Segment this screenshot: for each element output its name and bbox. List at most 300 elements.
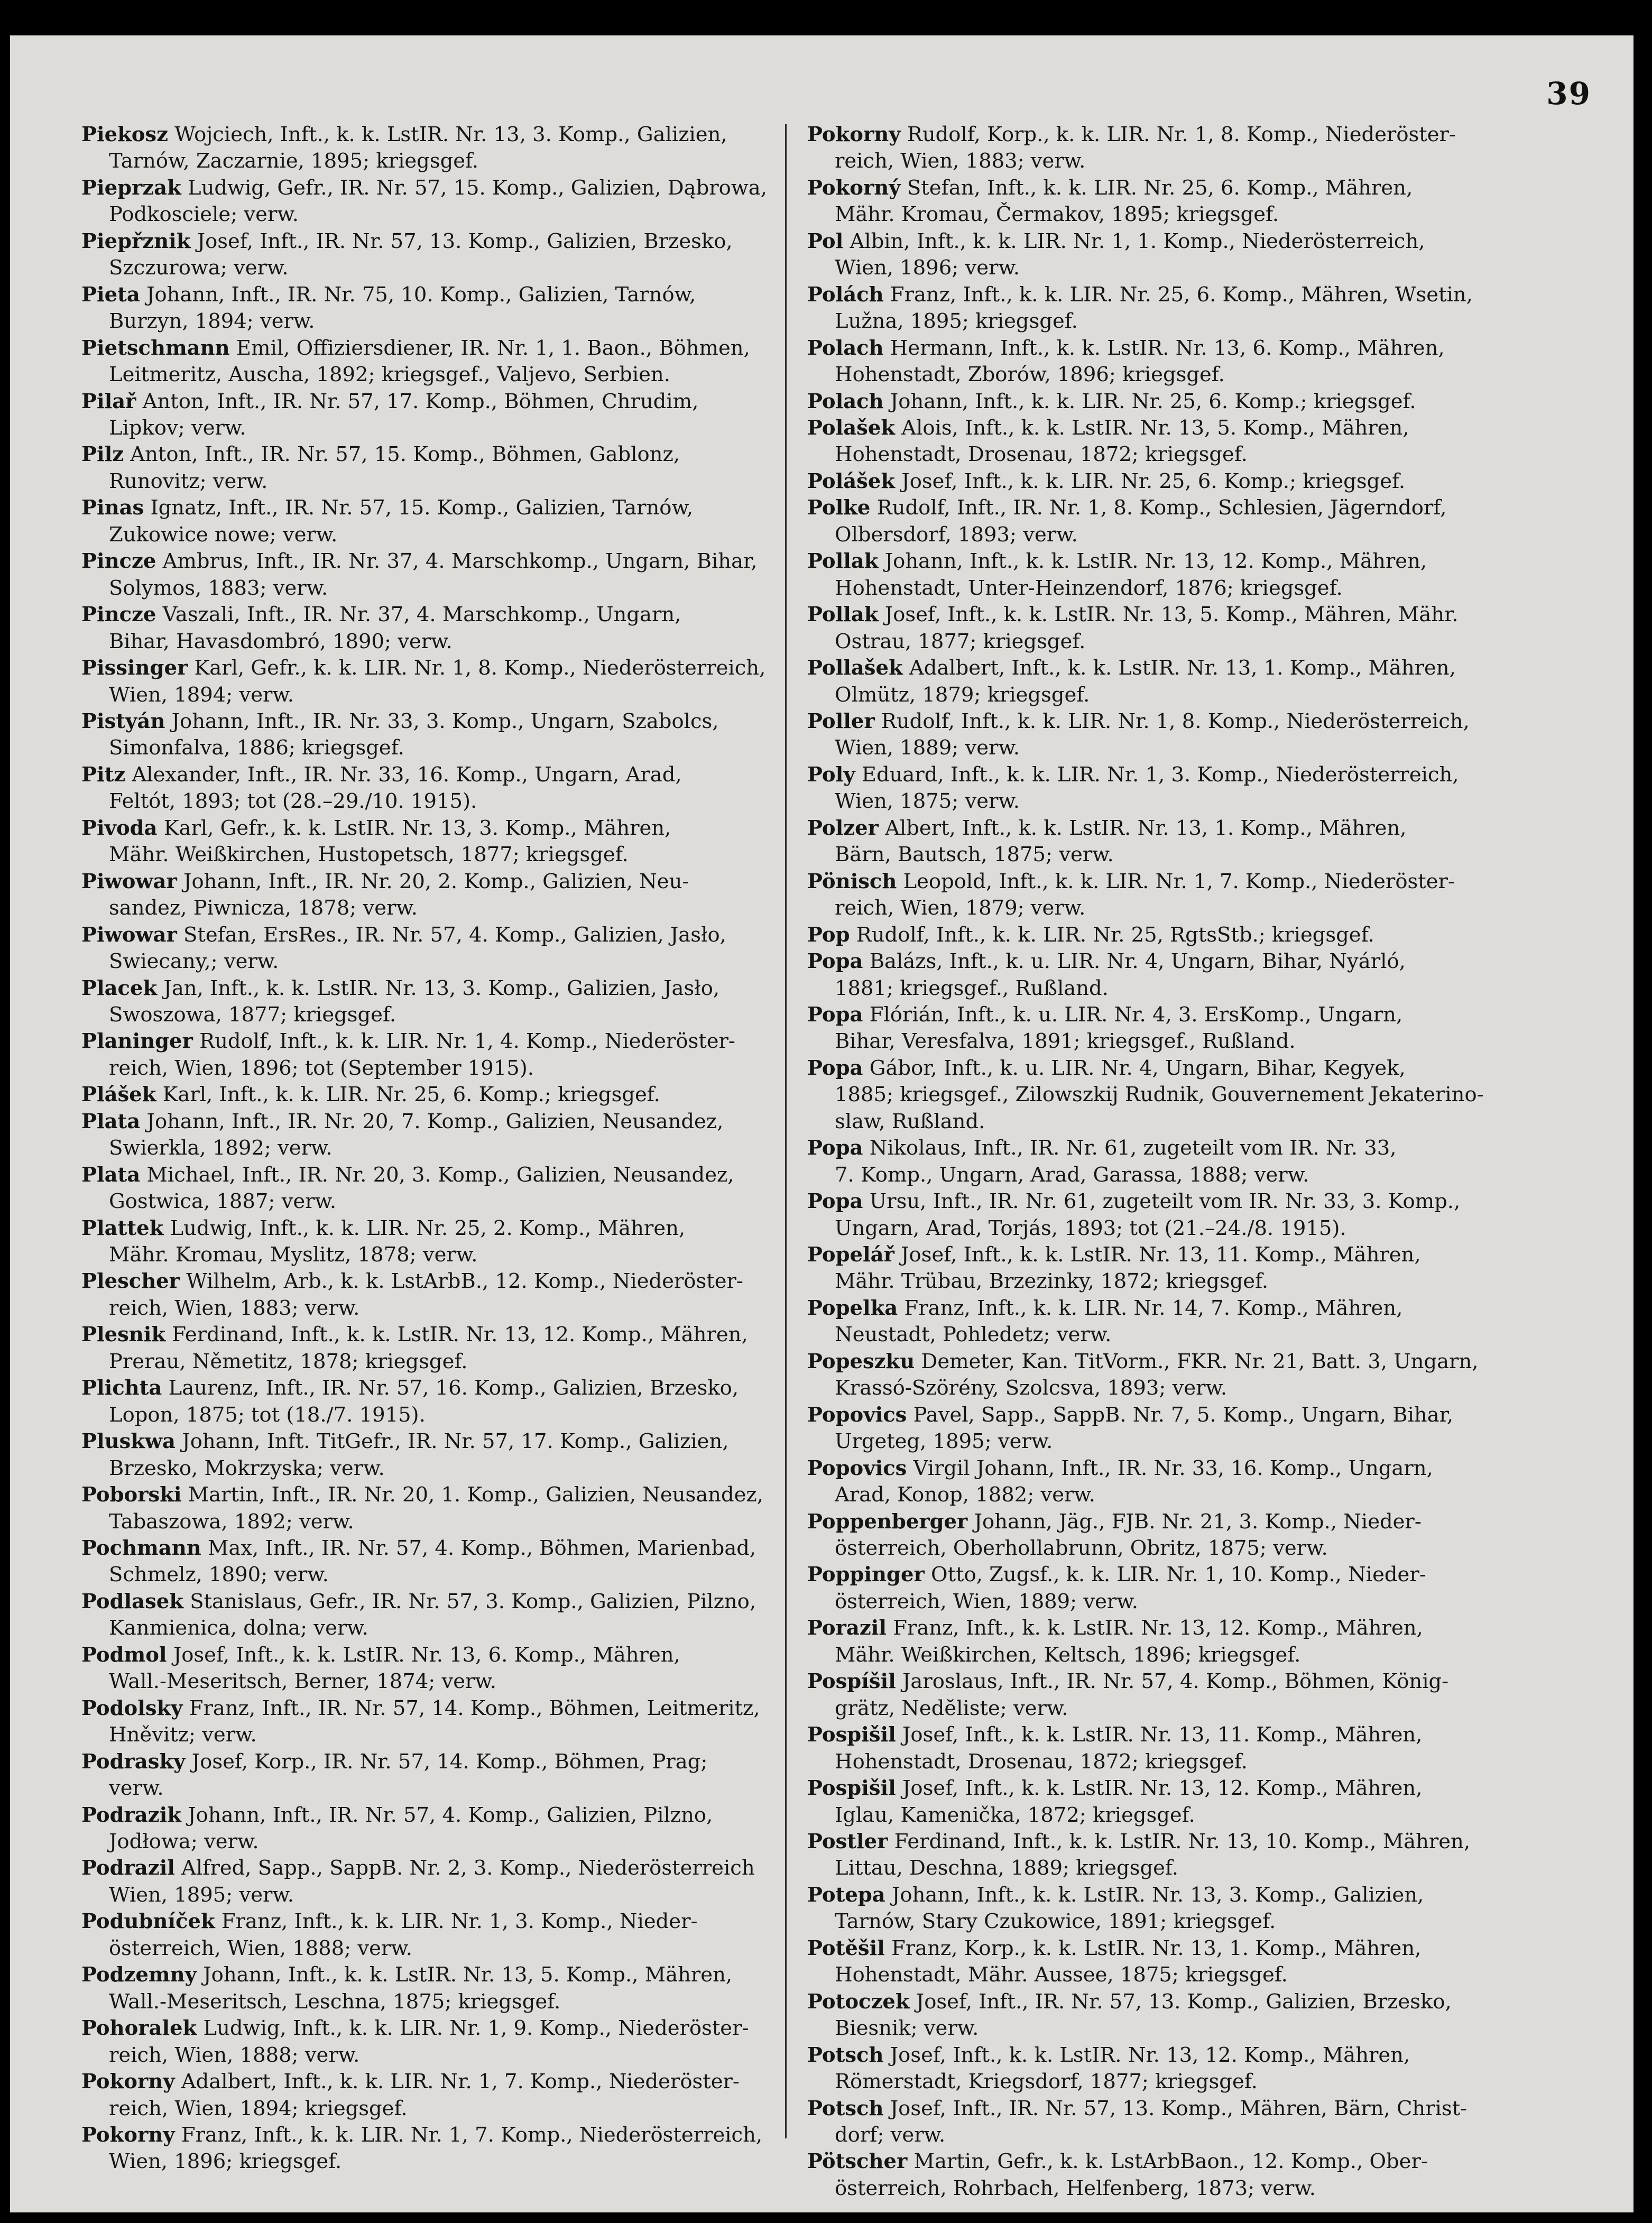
entry-text: Alfred, Sapp., SappB. Nr. 2, 3. Komp., Niederösterreich <box>181 1856 755 1880</box>
entry-surname: Plata <box>81 1163 141 1187</box>
entry <box>807 1829 1494 1882</box>
entry <box>81 1749 769 1802</box>
entry-surname: Pietschmann <box>81 336 230 360</box>
entry <box>81 389 769 442</box>
entry-first-line <box>807 1402 1494 1428</box>
entry-text: reich, Wien, 1896; tot (September 1915). <box>109 1056 534 1080</box>
entry-text: Lipkov; verw. <box>109 416 246 440</box>
entry-surname: Podrazik <box>81 1803 181 1827</box>
entry-first-line <box>81 762 769 788</box>
entry-surname: Popa <box>807 1056 863 1080</box>
entry-text: Hohenstadt, Drosenau, 1872; kriegsgef. <box>835 442 1248 467</box>
entry-text: Lužna, 1895; kriegsgef. <box>835 309 1078 334</box>
entry-text: Gábor, Inft., k. u. LIR. Nr. 4, Ungarn, Bihar, Kegyek, <box>869 1056 1406 1080</box>
entry-surname: Popa <box>807 1136 863 1160</box>
entry-text: Ostrau, 1877; kriegsgef. <box>835 629 1086 653</box>
entry-text: österreich, Rohrbach, Helfenberg, 1873; verw. <box>835 2176 1316 2200</box>
entry <box>807 122 1494 175</box>
entry-text: Albin, Inft., k. k. LIR. Nr. 1, 1. Komp., Niederösterreich, <box>850 229 1425 253</box>
entry-surname: Polách <box>807 282 884 307</box>
entry-text: Wien, 1894; verw. <box>109 682 294 707</box>
entry-text: Josef, Inft., IR. Nr. 57, 13. Komp., Galizien, Brzesko, <box>916 1989 1452 2014</box>
entry-surname: Pincze <box>81 603 156 627</box>
entry-surname: Pokorny <box>807 123 901 146</box>
entry-text: Hohenstadt, Mähr. Aussee, 1875; kriegsgef. <box>835 1963 1288 1987</box>
entry-surname: Pohoralek <box>81 2016 197 2041</box>
entry-text: Flórián, Inft., k. u. LIR. Nr. 4, 3. ErsKomp., Ungarn, <box>869 1002 1403 1027</box>
entry-text: Tarnów, Stary Czukowice, 1891; kriegsgef. <box>835 1910 1276 1934</box>
entry-surname: Pospišil <box>807 1776 896 1801</box>
entry-surname: Potsch <box>807 2096 884 2120</box>
entry-first-line <box>807 1722 1494 1748</box>
entry-continuation-line <box>81 842 769 868</box>
entry-text: reich, Wien, 1883; verw. <box>835 149 1086 173</box>
entry <box>81 1162 769 1215</box>
entry-text: Josef, Inft., IR. Nr. 57, 13. Komp., Mähren, Bärn, Christ- <box>890 2096 1468 2120</box>
entry-continuation-line <box>81 1509 769 1535</box>
entry-text: Karl, Inft., k. k. LIR. Nr. 25, 6. Komp.; kriegsgef. <box>162 1083 660 1107</box>
entry-continuation-line <box>81 1455 769 1482</box>
entry-surname: Podrasky <box>81 1749 186 1774</box>
entry-surname: Potoczek <box>807 1989 910 2014</box>
entry-surname: Pluskwa <box>81 1429 176 1454</box>
entry-text: Anton, Inft., IR. Nr. 57, 17. Komp., Böhmen, Chrudim, <box>142 389 699 413</box>
entry-text: Pavel, Sapp., SappB. Nr. 7, 5. Komp., Ungarn, Bihar, <box>913 1403 1454 1427</box>
entry-text: Littau, Deschna, 1889; kriegsgef. <box>835 1856 1179 1880</box>
entry-text: Zukowice nowe; verw. <box>109 522 338 547</box>
entry-continuation-line <box>807 2122 1494 2148</box>
entry-text: Iglau, Kamenička, 1872; kriegsgef. <box>835 1803 1195 1827</box>
entry-first-line <box>81 122 769 148</box>
entry <box>81 922 769 975</box>
entry-continuation-line <box>807 1749 1494 1775</box>
entry-text: Rudolf, Inft., k. k. LIR. Nr. 1, 4. Komp., Niederöster- <box>199 1029 735 1054</box>
entry-text: Mähr. Weißkirchen, Hustopetsch, 1877; kriegsgef. <box>109 843 629 867</box>
entry <box>81 441 769 495</box>
entry-first-line <box>807 1295 1494 1322</box>
entry-first-line <box>81 1322 769 1348</box>
entry-text: reich, Wien, 1888; verw. <box>109 2043 360 2067</box>
entry-text: sandez, Piwnicza, 1878; verw. <box>109 896 418 920</box>
entry-text: Eduard, Inft., k. k. LIR. Nr. 1, 3. Komp., Niederösterreich, <box>861 762 1459 787</box>
entry-text: Karl, Gefr., k. k. LstIR. Nr. 13, 3. Komp., Mähren, <box>163 816 671 840</box>
entry <box>81 228 769 282</box>
entry <box>81 1802 769 1856</box>
entry-first-line <box>807 122 1494 148</box>
entry-text: Josef, Inft., k. k. LIR. Nr. 25, 6. Komp.; kriegsgef. <box>901 469 1406 493</box>
entry-first-line <box>81 1428 769 1455</box>
entry-continuation-line <box>807 1162 1494 1188</box>
entry-continuation-line <box>81 895 769 921</box>
entry <box>807 1295 1494 1349</box>
entry-text: Wien, 1895; verw. <box>109 1883 294 1907</box>
entry-text: Ferdinand, Inft., k. k. LstIR. Nr. 13, 10. Komp., Mähren, <box>894 1830 1471 1853</box>
entry-surname: Popelka <box>807 1296 898 1320</box>
entry-text: grätz, Nedĕliste; verw. <box>835 1696 1068 1720</box>
entry-first-line <box>807 468 1494 495</box>
entry-text: Rudolf, Inft., IR. Nr. 1, 8. Komp., Schlesien, Jägerndorf, <box>876 496 1447 520</box>
entry-continuation-line <box>807 842 1494 868</box>
entry-surname: Pilař <box>81 389 136 413</box>
entry-continuation-line <box>81 1295 769 1322</box>
entry-surname: Pollašek <box>807 656 903 680</box>
entry-text: Adalbert, Inft., k. k. LstIR. Nr. 13, 1. Komp., Mähren, <box>909 656 1456 680</box>
entry-surname: Polke <box>807 496 871 520</box>
entry-continuation-line <box>81 1935 769 1962</box>
entry-first-line <box>807 708 1494 735</box>
entry <box>81 1028 769 1082</box>
entry-first-line <box>807 548 1494 575</box>
entry-first-line <box>807 762 1494 788</box>
entry-first-line <box>81 1028 769 1055</box>
entry-first-line <box>807 1668 1494 1695</box>
entry-first-line <box>81 1962 769 1988</box>
entry-first-line <box>81 1908 769 1935</box>
entry-first-line <box>807 1135 1494 1161</box>
entry <box>807 548 1494 602</box>
entry-first-line <box>81 2015 769 2042</box>
entry-text: Bärn, Bautsch, 1875; verw. <box>835 843 1114 867</box>
entry-text: Mähr. Kromau, Čermakov, 1895; kriegsgef. <box>835 202 1279 227</box>
entry <box>807 1989 1494 2042</box>
entry-surname: Piwowar <box>81 869 177 893</box>
entry-text: Josef, Inft., k. k. LstIR. Nr. 13, 12. Komp., Mähren, <box>890 2043 1410 2067</box>
entry-text: Emil, Offiziersdiener, IR. Nr. 1, 1. Baon., Böhmen, <box>236 336 750 360</box>
entry <box>81 1642 769 1695</box>
entry <box>807 1509 1494 1562</box>
entry-surname: Pochmann <box>81 1536 201 1561</box>
entry-continuation-line <box>81 1882 769 1908</box>
entry-surname: Popovics <box>807 1403 907 1427</box>
entry-text: Olmütz, 1879; kriegsgef. <box>835 682 1090 707</box>
entry-first-line <box>807 1775 1494 1802</box>
entry-text: Neustadt, Pohledetz; verw. <box>835 1323 1112 1347</box>
entry-continuation-line <box>807 895 1494 921</box>
entry-text: Ignatz, Inft., IR. Nr. 57, 15. Komp., Galizien, Tarnów, <box>150 496 694 520</box>
entry-continuation-line <box>81 2042 769 2069</box>
entry-text: Hohenstadt, Zborów, 1896; kriegsgef. <box>835 363 1225 387</box>
entry <box>807 1055 1494 1135</box>
entry-continuation-line <box>81 1562 769 1588</box>
entry-surname: Pospišil <box>807 1723 896 1747</box>
entry-continuation-line <box>807 1028 1494 1055</box>
entry-first-line <box>807 1002 1494 1028</box>
entry-surname: Potepa <box>807 1883 885 1907</box>
entry <box>81 2015 769 2069</box>
entry <box>81 1109 769 1162</box>
entry-surname: Piepřznik <box>81 229 191 253</box>
entry-text: Ludwig, Inft., k. k. LIR. Nr. 25, 2. Komp., Mähren, <box>170 1216 686 1240</box>
entry <box>81 1082 769 1108</box>
entry-text: österreich, Wien, 1888; verw. <box>109 1936 412 1960</box>
entry-continuation-line <box>807 201 1494 228</box>
entry-first-line <box>807 175 1494 201</box>
entry <box>807 1882 1494 1935</box>
entry-text: österreich, Wien, 1889; verw. <box>835 1589 1138 1613</box>
entry-text: Gostwica, 1887; verw. <box>109 1189 337 1214</box>
entry-text: slaw, Rußland. <box>835 1109 985 1133</box>
entry-text: Rudolf, Korp., k. k. LIR. Nr. 1, 8. Komp., Niederöster- <box>907 123 1456 146</box>
entry <box>81 335 769 389</box>
entry-continuation-line <box>81 522 769 548</box>
entry-surname: Plichta <box>81 1376 162 1400</box>
entry-text: Virgil Johann, Inft., IR. Nr. 33, 16. Komp., Ungarn, <box>913 1456 1433 1480</box>
entry-text: Swoszowa, 1877; kriegsgef. <box>109 1002 396 1027</box>
entry-first-line <box>81 815 769 842</box>
entry <box>807 282 1494 335</box>
entry-first-line <box>81 1082 769 1108</box>
entry-text: Mähr. Kromau, Myslitz, 1878; verw. <box>109 1243 478 1267</box>
entry-continuation-line <box>807 1375 1494 1401</box>
entry-text: Stefan, ErsRes., IR. Nr. 57, 4. Komp., Galizien, Jasło, <box>183 923 726 947</box>
entry-first-line <box>81 1749 769 1775</box>
entry <box>807 1668 1494 1722</box>
entry-first-line <box>807 495 1494 521</box>
entry-text: Mähr. Weißkirchen, Keltsch, 1896; kriegsgef. <box>835 1643 1301 1667</box>
entry-surname: Podzemny <box>81 1963 197 1987</box>
entry-first-line <box>81 922 769 948</box>
entry-text: Olbersdorf, 1893; verw. <box>835 522 1078 547</box>
entry-text: 1881; kriegsgef., Rußland. <box>835 976 1109 1000</box>
entry-continuation-line <box>807 148 1494 174</box>
entry-text: Schmelz, 1890; verw. <box>109 1563 329 1587</box>
entry-first-line <box>81 655 769 681</box>
entry-surname: Postler <box>807 1830 888 1853</box>
entry <box>807 1455 1494 1509</box>
entry <box>807 335 1494 389</box>
entry <box>807 708 1494 762</box>
entry-text: Nikolaus, Inft., IR. Nr. 61, zugeteilt vom IR. Nr. 33, <box>869 1136 1397 1160</box>
entry-first-line <box>807 948 1494 975</box>
entry <box>81 1962 769 2015</box>
entry-continuation-line <box>81 1188 769 1215</box>
entry-surname: Placek <box>81 976 158 1000</box>
entry-text: Swierkla, 1892; verw. <box>109 1136 333 1160</box>
entry-first-line <box>807 1989 1494 2015</box>
entry <box>807 2148 1494 2202</box>
entry <box>81 708 769 762</box>
entry-first-line <box>81 708 769 735</box>
document-page <box>10 35 1633 2212</box>
entry-surname: Planinger <box>81 1029 193 1054</box>
entry-continuation-line <box>81 735 769 761</box>
entry-continuation-line <box>81 629 769 655</box>
entry-first-line <box>81 1589 769 1615</box>
entry-continuation-line <box>81 2148 769 2175</box>
entry-text: Otto, Zugsf., k. k. LIR. Nr. 1, 10. Komp., Nieder- <box>931 1563 1426 1587</box>
entry-text: Johann, Inft. TitGefr., IR. Nr. 57, 17. Komp., Galizien, <box>182 1429 729 1454</box>
entry-first-line <box>807 1509 1494 1535</box>
entry-text: Römerstadt, Kriegsdorf, 1877; kriegsgef. <box>835 2070 1258 2094</box>
entry-text: Demeter, Kan. TitVorm., FKR. Nr. 21, Batt. 3, Ungarn, <box>921 1349 1479 1373</box>
entry-text: Franz, Korp., k. k. LstIR. Nr. 13, 1. Komp., Mähren, <box>891 1936 1422 1960</box>
entry-surname: Pissinger <box>81 656 188 680</box>
entry-text: Martin, Inft., IR. Nr. 20, 1. Komp., Galizien, Neusandez, <box>188 1483 763 1507</box>
entry <box>81 869 769 922</box>
entry-text: Jodłowa; verw. <box>109 1830 259 1853</box>
entry-first-line <box>81 1162 769 1188</box>
entry-text: Prerau, Němetitz, 1878; kriegsgef. <box>109 1349 468 1373</box>
entry-continuation-line <box>81 148 769 174</box>
entry-first-line <box>807 1349 1494 1375</box>
entry-continuation-line <box>81 682 769 708</box>
entry-continuation-line <box>81 308 769 335</box>
entry <box>81 1268 769 1322</box>
entry-first-line <box>81 1855 769 1881</box>
entry-first-line <box>81 1802 769 1829</box>
entry-surname: Plescher <box>81 1269 180 1294</box>
entry-first-line <box>81 1482 769 1508</box>
entry-text: Albert, Inft., k. k. LstIR. Nr. 13, 1. Komp., Mähren, <box>885 816 1407 840</box>
entry-text: Tabaszowa, 1892; verw. <box>109 1509 354 1534</box>
entry-text: Leitmeritz, Auscha, 1892; kriegsgef., Valjevo, Serbien. <box>109 363 670 387</box>
entry-first-line <box>807 1242 1494 1268</box>
entry-continuation-line <box>81 2096 769 2122</box>
entry-surname: Potěšil <box>807 1936 885 1960</box>
entry-surname: Pistyán <box>81 709 165 733</box>
entry-first-line <box>81 175 769 201</box>
entry-continuation-line <box>81 1402 769 1428</box>
entry-surname: Pokorný <box>807 176 901 200</box>
entry-continuation-line <box>807 1109 1494 1135</box>
entry-first-line <box>807 922 1494 948</box>
entry-text: Runovitz; verw. <box>109 469 268 493</box>
entry-surname: Pitz <box>81 762 126 787</box>
entry-text: Rudolf, Inft., k. k. LIR. Nr. 1, 8. Komp., Niederösterreich, <box>881 709 1470 733</box>
entry-text: reich, Wien, 1879; verw. <box>835 896 1086 920</box>
entry-continuation-line <box>807 362 1494 388</box>
entry <box>807 1135 1494 1188</box>
entry-text: Krassó-Szörény, Szolcsva, 1893; verw. <box>835 1376 1228 1400</box>
entry-continuation-line <box>81 1829 769 1855</box>
entry-text: Urgeteg, 1895; verw. <box>835 1429 1053 1454</box>
entry <box>807 389 1494 415</box>
entry-surname: Popovics <box>807 1456 907 1480</box>
entry-surname: Plesnik <box>81 1323 166 1347</box>
entry-first-line <box>807 2148 1494 2175</box>
entry <box>807 815 1494 869</box>
entry-continuation-line <box>807 1695 1494 1722</box>
entry-text: Bihar, Veresfalva, 1891; kriegsgef., Rußland. <box>835 1029 1296 1054</box>
entry-text: Wien, 1889; verw. <box>835 736 1020 760</box>
entry-continuation-line <box>81 415 769 441</box>
entry <box>807 869 1494 922</box>
entry-first-line <box>81 2069 769 2095</box>
entry-first-line <box>807 815 1494 842</box>
entry <box>81 2122 769 2175</box>
entry-text: Ungarn, Arad, Torjás, 1893; tot (21.–24./8. 1915). <box>835 1216 1346 1240</box>
entry-text: Johann, Inft., IR. Nr. 75, 10. Komp., Galizien, Tarnów, <box>146 282 696 307</box>
entry-text: Franz, Inft., k. k. LIR. Nr. 1, 3. Komp., Nieder- <box>221 1910 698 1934</box>
entry-text: Ludwig, Inft., k. k. LIR. Nr. 1, 9. Komp., Niederöster- <box>203 2016 749 2041</box>
entry-first-line <box>81 389 769 415</box>
entry-continuation-line <box>807 1535 1494 1562</box>
entry-surname: Pinas <box>81 496 144 520</box>
entry-continuation-line <box>807 1908 1494 1935</box>
entry-surname: Popa <box>807 1002 863 1027</box>
entry-text: 1885; kriegsgef., Zilowszkij Rudnik, Gouvernement Jekaterino- <box>835 1083 1484 1107</box>
entry <box>807 922 1494 948</box>
entry-surname: Pop <box>807 923 850 947</box>
entry-surname: Popeszku <box>807 1349 915 1373</box>
entry-continuation-line <box>807 1268 1494 1295</box>
entry-continuation-line <box>807 975 1494 1002</box>
entry-continuation-line <box>807 1855 1494 1881</box>
entry-text: Franz, Inft., k. k. LIR. Nr. 25, 6. Komp., Mähren, Wsetin, <box>890 282 1473 307</box>
entry-first-line <box>81 869 769 895</box>
entry-surname: Piwowar <box>81 923 177 947</box>
entry-continuation-line <box>807 1802 1494 1829</box>
entry-continuation-line <box>81 1055 769 1082</box>
entry <box>807 1562 1494 1615</box>
entry <box>81 815 769 869</box>
entry-continuation-line <box>807 1428 1494 1455</box>
entry-text: Leopold, Inft., k. k. LIR. Nr. 1, 7. Komp., Niederöster- <box>903 869 1455 893</box>
entry-continuation-line <box>807 575 1494 602</box>
entry-text: Michael, Inft., IR. Nr. 20, 3. Komp., Galizien, Neusandez, <box>146 1163 734 1187</box>
entry <box>807 948 1494 1002</box>
entry-text: Ursu, Inft., IR. Nr. 61, zugeteilt vom IR. Nr. 33, 3. Komp., <box>869 1189 1461 1214</box>
entry-text: Wall.-Meseritsch, Leschna, 1875; kriegsgef. <box>109 1989 561 2014</box>
entry-continuation-line <box>807 441 1494 468</box>
entry <box>81 1695 769 1749</box>
entry-text: Arad, Konop, 1882; verw. <box>835 1483 1096 1507</box>
entry-first-line <box>807 2042 1494 2069</box>
entry <box>807 1615 1494 1668</box>
entry-continuation-line <box>807 788 1494 815</box>
entry-continuation-line <box>81 468 769 495</box>
entry-surname: Polášek <box>807 469 896 493</box>
entry-surname: Porazil <box>807 1616 887 1640</box>
entry-continuation-line <box>81 362 769 388</box>
entry-continuation-line <box>81 1775 769 1802</box>
entry-surname: Polašek <box>807 416 896 440</box>
entry-surname: Popa <box>807 1189 863 1214</box>
entry-text: Franz, Inft., k. k. LIR. Nr. 14, 7. Komp., Mähren, <box>904 1296 1403 1320</box>
entry-text: Wien, 1896; kriegsgef. <box>109 2150 342 2174</box>
entry-text: Johann, Inft., k. k. LIR. Nr. 25, 6. Komp.; kriegsgef. <box>890 389 1416 413</box>
entry-surname: Pieta <box>81 282 140 307</box>
entry-text: Burzyn, 1894; verw. <box>109 309 315 334</box>
entry-text: Hněvitz; verw. <box>109 1723 257 1747</box>
entry-first-line <box>807 602 1494 628</box>
entry-text: Wien, 1896; verw. <box>835 256 1020 280</box>
entry-first-line <box>807 1882 1494 1908</box>
entry-text: Johann, Inft., IR. Nr. 33, 3. Komp., Ungarn, Szabolcs, <box>171 709 719 733</box>
entry-continuation-line <box>81 1135 769 1161</box>
entry-surname: Pollak <box>807 603 879 627</box>
entry-first-line <box>807 389 1494 415</box>
entry-continuation-line <box>81 201 769 228</box>
entry-continuation-line <box>81 1668 769 1695</box>
entry-text: Feltót, 1893; tot (28.–29./10. 1915). <box>109 789 477 814</box>
entry-continuation-line <box>807 629 1494 655</box>
entry-text: Ambrus, Inft., IR. Nr. 37, 4. Marschkomp., Ungarn, Bihar, <box>162 549 758 574</box>
entry-first-line <box>807 335 1494 362</box>
entry-continuation-line <box>81 1615 769 1641</box>
entry-first-line <box>81 1375 769 1401</box>
entry-continuation-line <box>807 1322 1494 1348</box>
entry-text: Johann, Inft., IR. Nr. 20, 7. Komp., Galizien, Neusandez, <box>146 1109 724 1133</box>
entry-first-line <box>81 1535 769 1562</box>
entry <box>807 1402 1494 1455</box>
entry <box>81 975 769 1029</box>
entry-continuation-line <box>807 522 1494 548</box>
entry <box>81 1589 769 1642</box>
entry-continuation-line <box>81 1349 769 1375</box>
entry-continuation-line <box>807 308 1494 335</box>
entry-text: Jaroslaus, Inft., IR. Nr. 57, 4. Komp., Böhmen, König- <box>902 1669 1449 1694</box>
